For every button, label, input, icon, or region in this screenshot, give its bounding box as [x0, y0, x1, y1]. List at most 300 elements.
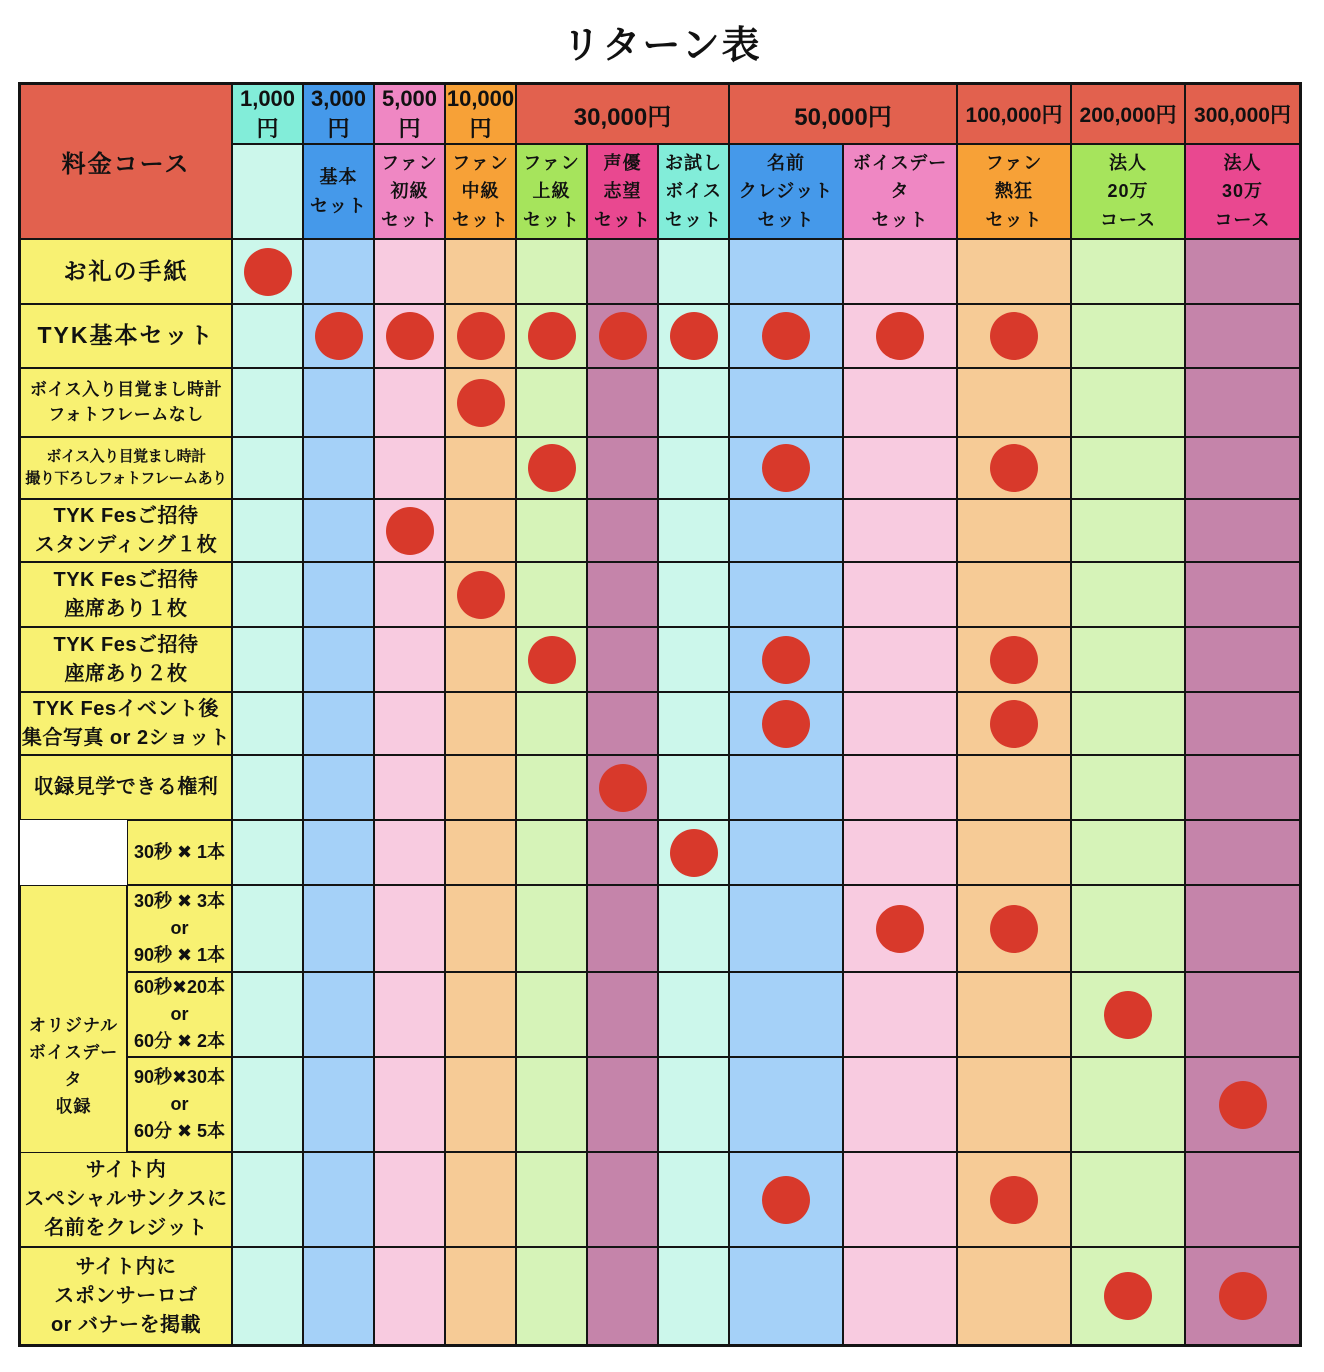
cell-r13-c5: [516, 1057, 587, 1152]
label-line: お試し: [665, 152, 722, 173]
cell-r13-c11: [1071, 1057, 1185, 1152]
cell-r4-c4: [445, 437, 516, 499]
mark-dot: [762, 700, 810, 748]
cell-r4-c11: [1071, 437, 1185, 499]
cell-r15-c11: [1071, 1247, 1185, 1345]
cell-r6-c12: [1185, 562, 1300, 627]
cell-r12-c8: [729, 972, 843, 1057]
mark-dot: [528, 312, 576, 360]
label-line: 初級: [390, 181, 429, 202]
cell-r3-c10: [957, 368, 1071, 437]
mark-dot: [457, 312, 505, 360]
cell-r9-c12: [1185, 755, 1300, 820]
cell-r15-c1: [232, 1247, 303, 1345]
label-line: 座席あり２枚: [64, 662, 188, 685]
cell-r15-c8: [729, 1247, 843, 1345]
cell-r14-c3: [374, 1152, 445, 1247]
cell-r4-c5: [516, 437, 587, 499]
cell-r7-c4: [445, 627, 516, 692]
cell-r7-c9: [843, 627, 957, 692]
label-line: セット: [594, 209, 651, 230]
cell-r1-c8: [729, 239, 843, 304]
cell-r12-c9: [843, 972, 957, 1057]
cell-r2-c5: [516, 304, 587, 368]
cell-r9-c7: [658, 755, 729, 820]
cell-r3-c6: [587, 368, 658, 437]
cell-r14-c1: [232, 1152, 303, 1247]
label-line: or: [170, 918, 189, 938]
label-line: スポンサーロゴ: [54, 1284, 198, 1307]
cell-r15-c3: [374, 1247, 445, 1345]
label-line: TYK Fesご招待: [53, 504, 199, 527]
cell-r10-c8: [729, 820, 843, 885]
mark-dot: [528, 444, 576, 492]
cell-r1-c2: [303, 239, 374, 304]
cell-r14-c6: [587, 1152, 658, 1247]
cell-r8-c6: [587, 692, 658, 755]
label-line: クレジット: [738, 181, 834, 202]
cell-r9-c6: [587, 755, 658, 820]
cell-r8-c12: [1185, 692, 1300, 755]
return-table: [18, 82, 1302, 1347]
set-header-9: [957, 144, 1071, 239]
label-line: 60分 ✖ 5本: [133, 1121, 226, 1141]
label-line: 5,000: [381, 86, 438, 112]
cell-r6-c7: [658, 562, 729, 627]
label-line: or: [170, 1094, 189, 1114]
label-line: セット: [310, 195, 367, 216]
cell-r11-c4: [445, 885, 516, 972]
cell-r11-c12: [1185, 885, 1300, 972]
cell-r13-c7: [658, 1057, 729, 1152]
label-line: 料金コース: [61, 151, 191, 178]
cell-r8-c4: [445, 692, 516, 755]
cell-r1-c10: [957, 239, 1071, 304]
label-line: 上級: [532, 181, 571, 202]
cell-r3-c11: [1071, 368, 1185, 437]
cell-r5-c4: [445, 499, 516, 562]
label-line: 90秒 ✖ 1本: [133, 945, 226, 965]
cell-r13-c2: [303, 1057, 374, 1152]
cell-r3-c1: [232, 368, 303, 437]
cell-r12-c7: [658, 972, 729, 1057]
cell-r8-c2: [303, 692, 374, 755]
cell-r3-c3: [374, 368, 445, 437]
label-line: 200,000円: [1079, 104, 1177, 127]
mark-dot: [244, 248, 292, 296]
cell-r4-c8: [729, 437, 843, 499]
label-line: サイト内に: [75, 1255, 177, 1278]
cell-r7-c5: [516, 627, 587, 692]
cell-r3-c2: [303, 368, 374, 437]
cell-r5-c8: [729, 499, 843, 562]
set-header-10: [1071, 144, 1185, 239]
label-line: 声優: [603, 152, 642, 173]
cell-r5-c9: [843, 499, 957, 562]
mark-dot: [990, 444, 1038, 492]
cell-r3-c8: [729, 368, 843, 437]
cell-r13-c1: [232, 1057, 303, 1152]
cell-r9-c1: [232, 755, 303, 820]
cell-r8-c7: [658, 692, 729, 755]
cell-r2-c1: [232, 304, 303, 368]
cell-r3-c12: [1185, 368, 1300, 437]
mark-dot: [457, 571, 505, 619]
cell-r9-c2: [303, 755, 374, 820]
cell-r1-c7: [658, 239, 729, 304]
row-label-2: [20, 368, 232, 437]
label-line: 法人: [1223, 152, 1262, 173]
label-line: ファン: [985, 152, 1043, 173]
cell-r12-c5: [516, 972, 587, 1057]
cell-r4-c7: [658, 437, 729, 499]
cell-r3-c4: [445, 368, 516, 437]
label-line: セット: [452, 209, 509, 230]
row-label-3: [20, 437, 232, 499]
row-label-14: [20, 1247, 232, 1345]
cell-r2-c7: [658, 304, 729, 368]
cell-r8-c8: [729, 692, 843, 755]
label-line: サイト内: [85, 1159, 167, 1181]
mark-dot: [599, 312, 647, 360]
cell-r2-c9: [843, 304, 957, 368]
cell-r7-c12: [1185, 627, 1300, 692]
corner-price-course-header: [20, 84, 232, 239]
cell-r1-c11: [1071, 239, 1185, 304]
label-line: セット: [381, 209, 438, 230]
cell-r15-c5: [516, 1247, 587, 1345]
cell-r12-c11: [1071, 972, 1185, 1057]
cell-r12-c12: [1185, 972, 1300, 1057]
label-line: 中級: [461, 181, 500, 202]
row-label-5: [20, 562, 232, 627]
price-header-4: [516, 84, 729, 144]
cell-r3-c7: [658, 368, 729, 437]
cell-r10-c12: [1185, 820, 1300, 885]
label-line: ボイス入り目覚まし時計: [46, 448, 206, 466]
mark-dot: [315, 312, 363, 360]
cell-r6-c11: [1071, 562, 1185, 627]
cell-r13-c9: [843, 1057, 957, 1152]
label-line: 30秒 ✖ 1本: [133, 842, 226, 862]
cell-r14-c5: [516, 1152, 587, 1247]
mark-dot: [670, 312, 718, 360]
mark-dot: [1219, 1272, 1267, 1320]
cell-r10-c11: [1071, 820, 1185, 885]
label-line: 円: [469, 116, 492, 141]
label-line: 30,000円: [573, 103, 672, 131]
cell-r3-c9: [843, 368, 957, 437]
cell-r1-c6: [587, 239, 658, 304]
cell-r10-c10: [957, 820, 1071, 885]
label-line: TYK基本セット: [37, 322, 215, 349]
cell-r13-c4: [445, 1057, 516, 1152]
cell-r9-c3: [374, 755, 445, 820]
label-line: ボイスデータ: [28, 1042, 119, 1089]
label-line: ファン: [381, 152, 438, 173]
mark-dot: [762, 636, 810, 684]
mark-dot: [457, 379, 505, 427]
label-line: 100,000円: [965, 104, 1063, 127]
cell-r4-c12: [1185, 437, 1300, 499]
cell-r8-c5: [516, 692, 587, 755]
label-line: 撮り下ろしフォトフレームあり: [25, 470, 227, 487]
set-header-5: [587, 144, 658, 239]
set-header-7: [729, 144, 843, 239]
label-line: スタンディング１枚: [34, 533, 218, 556]
cell-r13-c3: [374, 1057, 445, 1152]
row-label-6: [20, 627, 232, 692]
row-label-4: [20, 499, 232, 562]
cell-r10-c6: [587, 820, 658, 885]
cell-r13-c8: [729, 1057, 843, 1152]
set-header-4: [516, 144, 587, 239]
label-line: 法人: [1109, 152, 1147, 173]
price-header-8: [1185, 84, 1300, 144]
cell-r14-c4: [445, 1152, 516, 1247]
label-line: スペシャルサンクスに: [24, 1188, 228, 1210]
set-header-6: [658, 144, 729, 239]
cell-r12-c6: [587, 972, 658, 1057]
cell-r4-c6: [587, 437, 658, 499]
mark-dot: [386, 507, 434, 555]
cell-r11-c9: [843, 885, 957, 972]
cell-r2-c4: [445, 304, 516, 368]
page-title: リターン表: [562, 25, 762, 67]
cell-r10-c9: [843, 820, 957, 885]
label-line: ファン: [523, 152, 580, 173]
label-line: 60分 ✖ 2本: [133, 1031, 226, 1051]
cell-r12-c4: [445, 972, 516, 1057]
label-line: 円: [398, 116, 421, 141]
cell-r6-c1: [232, 562, 303, 627]
cell-r12-c2: [303, 972, 374, 1057]
row-label-9: [127, 820, 232, 885]
cell-r5-c10: [957, 499, 1071, 562]
cell-r1-c1: [232, 239, 303, 304]
mark-dot: [990, 636, 1038, 684]
mark-dot: [670, 829, 718, 877]
label-line: TYK Fesご招待: [53, 633, 199, 656]
cell-r12-c10: [957, 972, 1071, 1057]
mark-dot: [762, 444, 810, 492]
cell-r8-c11: [1071, 692, 1185, 755]
label-line: 集合写真 or 2ショット: [21, 726, 231, 749]
cell-r4-c1: [232, 437, 303, 499]
row-label-1: [20, 304, 232, 368]
cell-r4-c2: [303, 437, 374, 499]
label-line: TYK Fesイベント後: [32, 697, 220, 720]
cell-r5-c11: [1071, 499, 1185, 562]
cell-r2-c3: [374, 304, 445, 368]
label-line: 名前: [767, 152, 805, 173]
cell-r6-c3: [374, 562, 445, 627]
cell-r14-c8: [729, 1152, 843, 1247]
cell-r5-c2: [303, 499, 374, 562]
cell-r9-c9: [843, 755, 957, 820]
label-line: 座席あり１枚: [64, 597, 188, 620]
mark-dot: [990, 1176, 1038, 1224]
cell-r11-c1: [232, 885, 303, 972]
cell-r8-c3: [374, 692, 445, 755]
label-line: 3,000: [310, 86, 367, 112]
price-header-3: [445, 84, 516, 144]
row-label-7: [20, 692, 232, 755]
cell-r10-c7: [658, 820, 729, 885]
cell-r14-c11: [1071, 1152, 1185, 1247]
cell-r3-c5: [516, 368, 587, 437]
cell-r14-c7: [658, 1152, 729, 1247]
label-line: セット: [757, 209, 815, 230]
cell-r2-c12: [1185, 304, 1300, 368]
label-line: 1,000: [239, 86, 296, 112]
cell-r12-c3: [374, 972, 445, 1057]
cell-r9-c10: [957, 755, 1071, 820]
mark-dot: [528, 636, 576, 684]
label-line: コース: [1214, 209, 1271, 230]
price-header-1: [303, 84, 374, 144]
label-line: オリジナル: [28, 1015, 119, 1035]
set-header-1: [303, 144, 374, 239]
cell-r12-c1: [232, 972, 303, 1057]
cell-r11-c2: [303, 885, 374, 972]
cell-r15-c12: [1185, 1247, 1300, 1345]
cell-r4-c9: [843, 437, 957, 499]
cell-r7-c3: [374, 627, 445, 692]
cell-r1-c3: [374, 239, 445, 304]
cell-r5-c1: [232, 499, 303, 562]
mark-dot: [762, 1176, 810, 1224]
cell-r6-c6: [587, 562, 658, 627]
cell-r7-c11: [1071, 627, 1185, 692]
label-line: 50,000円: [794, 103, 892, 131]
price-header-0: [232, 84, 303, 144]
cell-r6-c4: [445, 562, 516, 627]
label-line: 志望: [603, 181, 642, 202]
set-header-8: [843, 144, 957, 239]
cell-r1-c4: [445, 239, 516, 304]
cell-r10-c2: [303, 820, 374, 885]
cell-r6-c10: [957, 562, 1071, 627]
cell-r15-c9: [843, 1247, 957, 1345]
mark-dot: [762, 312, 810, 360]
label-line: ボイス入り目覚まし時計: [29, 379, 223, 399]
mark-dot: [990, 905, 1038, 953]
cell-r6-c2: [303, 562, 374, 627]
cell-r10-c4: [445, 820, 516, 885]
cell-r9-c4: [445, 755, 516, 820]
mark-dot: [876, 312, 924, 360]
cell-r14-c2: [303, 1152, 374, 1247]
label-line: 円: [327, 116, 350, 141]
mark-dot: [990, 700, 1038, 748]
mark-dot: [1219, 1081, 1267, 1129]
cell-r5-c5: [516, 499, 587, 562]
cell-r13-c10: [957, 1057, 1071, 1152]
cell-r7-c1: [232, 627, 303, 692]
cell-r1-c9: [843, 239, 957, 304]
row-label-11: [127, 972, 232, 1057]
cell-r5-c12: [1185, 499, 1300, 562]
label-line: 熱狂: [995, 181, 1033, 202]
row-label-10: [127, 885, 232, 972]
cell-r7-c2: [303, 627, 374, 692]
cell-r7-c6: [587, 627, 658, 692]
mark-dot: [876, 905, 924, 953]
label-line: ボイス: [665, 181, 722, 202]
label-line: 300,000円: [1194, 104, 1291, 127]
cell-r1-c12: [1185, 239, 1300, 304]
cell-r4-c10: [957, 437, 1071, 499]
label-line: 収録: [55, 1097, 92, 1117]
cell-r13-c12: [1185, 1057, 1300, 1152]
set-header-3: [445, 144, 516, 239]
label-line: 円: [256, 116, 279, 141]
mark-dot: [386, 312, 434, 360]
cell-r6-c5: [516, 562, 587, 627]
cell-r13-c6: [587, 1057, 658, 1152]
cell-r6-c8: [729, 562, 843, 627]
cell-r1-c5: [516, 239, 587, 304]
cell-r8-c9: [843, 692, 957, 755]
row-label-12: [127, 1057, 232, 1152]
cell-r8-c1: [232, 692, 303, 755]
label-line: 30秒 ✖ 3本: [133, 891, 226, 911]
cell-r5-c7: [658, 499, 729, 562]
label-line: ボイスデータ: [852, 152, 948, 202]
price-header-7: [1071, 84, 1185, 144]
label-line: セット: [665, 209, 722, 230]
cell-r8-c10: [957, 692, 1071, 755]
cell-r15-c10: [957, 1247, 1071, 1345]
label-line: or: [170, 1004, 189, 1024]
cell-r15-c6: [587, 1247, 658, 1345]
cell-r7-c8: [729, 627, 843, 692]
cell-r11-c7: [658, 885, 729, 972]
cell-r9-c8: [729, 755, 843, 820]
label-line: 名前をクレジット: [44, 1217, 208, 1239]
label-line: 基本: [319, 167, 358, 188]
price-header-5: [729, 84, 957, 144]
cell-r15-c2: [303, 1247, 374, 1345]
cell-r11-c6: [587, 885, 658, 972]
label-line: セット: [523, 209, 580, 230]
label-line: 10,000: [446, 86, 515, 112]
mark-dot: [1104, 1272, 1152, 1320]
label-line: セット: [871, 209, 929, 230]
mark-dot: [990, 312, 1038, 360]
cell-r9-c11: [1071, 755, 1185, 820]
mark-dot: [599, 764, 647, 812]
cell-r2-c8: [729, 304, 843, 368]
label-line: コース: [1099, 209, 1157, 230]
cell-r5-c6: [587, 499, 658, 562]
label-line: 90秒✖30本: [133, 1067, 226, 1087]
cell-r14-c9: [843, 1152, 957, 1247]
cell-r14-c10: [957, 1152, 1071, 1247]
cell-r2-c6: [587, 304, 658, 368]
row-label-13: [20, 1152, 232, 1247]
cell-r2-c11: [1071, 304, 1185, 368]
price-header-2: [374, 84, 445, 144]
label-line: 収録見学できる権利: [33, 776, 219, 798]
label-line: セット: [985, 209, 1043, 230]
cell-r5-c3: [374, 499, 445, 562]
label-line: お礼の手紙: [63, 257, 189, 284]
cell-r2-c2: [303, 304, 374, 368]
set-header-11: [1185, 144, 1300, 239]
price-header-6: [957, 84, 1071, 144]
